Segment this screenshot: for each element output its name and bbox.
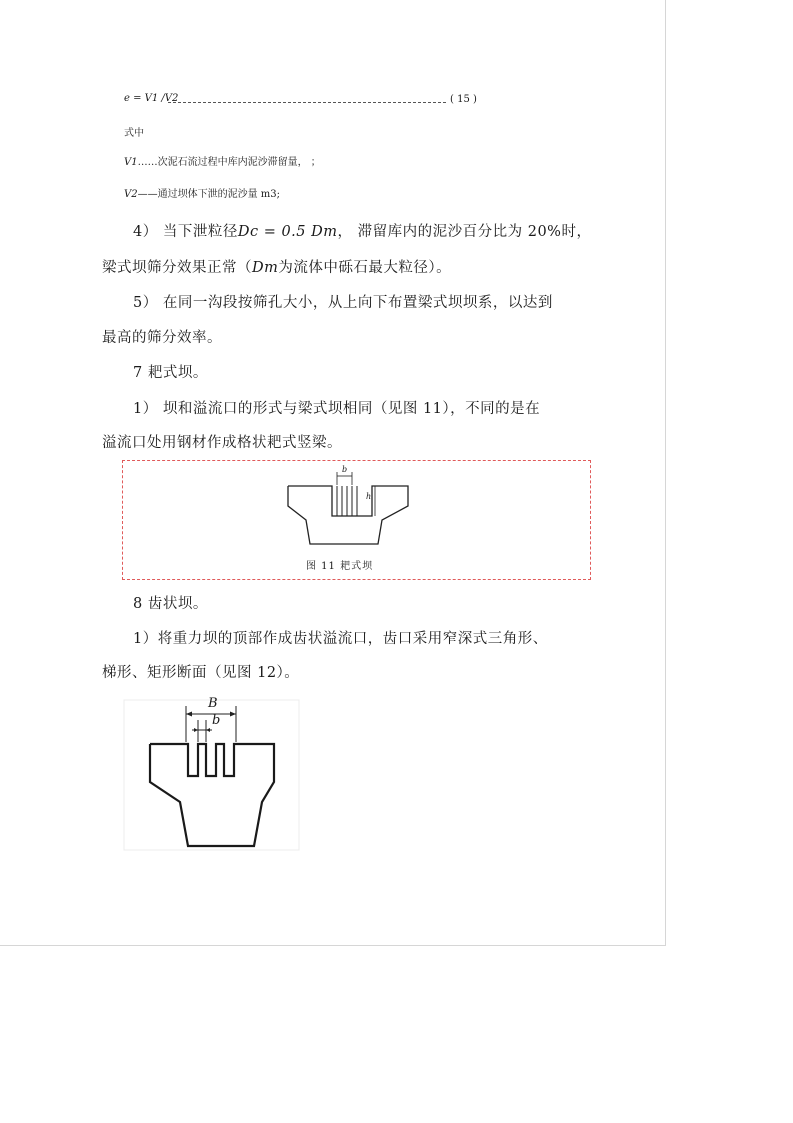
inline-symbol: Dm	[252, 260, 279, 276]
figure-11-label-b: b	[342, 465, 348, 474]
definition-symbol: V2	[124, 189, 138, 200]
section-7-paragraph-line2: 溢流口处用钢材作成格状耙式竖梁。	[102, 435, 342, 451]
definition-symbol: V1	[124, 157, 138, 168]
inline-formula: Dc = 0.5 Dm	[237, 224, 338, 240]
definition-text: ……次泥石流过程中库内泥沙滞留量， ；	[137, 157, 321, 168]
section-8-paragraph-line2: 梯形、矩形断面（见图 12）。	[102, 665, 300, 681]
paragraph-text: 为流体中砾石最大粒径）。	[278, 260, 452, 276]
where-label: 式中	[124, 128, 144, 139]
formula-number: ( 15 )	[450, 94, 477, 105]
formula-lhs: e = V1 /V2	[124, 93, 179, 104]
section-8-heading: 8 齿状坝。	[133, 596, 208, 612]
figure-12-label-b: b	[212, 713, 221, 728]
figure-11-label-h: h	[366, 492, 372, 501]
section-7-paragraph-line1: 1） 坝和溢流口的形式与梁式坝相同（见图 11），不同的是在	[133, 401, 541, 417]
definition-v1	[124, 153, 321, 168]
paragraph-4-line2	[102, 256, 451, 277]
formula-leader-dots	[168, 102, 446, 103]
figure-11-caption: 图 11 耙式坝	[306, 561, 374, 572]
paragraph-5-line2: 最高的筛分效率。	[102, 330, 222, 346]
section-7-heading: 7 耙式坝。	[133, 365, 208, 381]
definition-v2	[124, 185, 280, 200]
paragraph-5-line1: 5） 在同一沟段按筛孔大小，从上向下布置梁式坝坝系，以达到	[133, 295, 553, 311]
figure-11-dam-drawing	[280, 466, 410, 546]
section-8-paragraph-line1: 1）将重力坝的顶部作成齿状溢流口，齿口采用窄深式三角形、	[133, 631, 548, 647]
paragraph-text: 4） 当下泄粒径	[133, 224, 238, 240]
paragraph-text: ， 滞留库内的泥沙百分比为 20%时，	[337, 224, 592, 240]
figure-12-label-B: B	[208, 696, 218, 711]
definition-text: ——通过坝体下泄的泥沙量 m3;	[137, 189, 280, 200]
paragraph-4-line1	[133, 220, 591, 241]
paragraph-text: 梁式坝筛分效果正常（	[102, 260, 252, 276]
